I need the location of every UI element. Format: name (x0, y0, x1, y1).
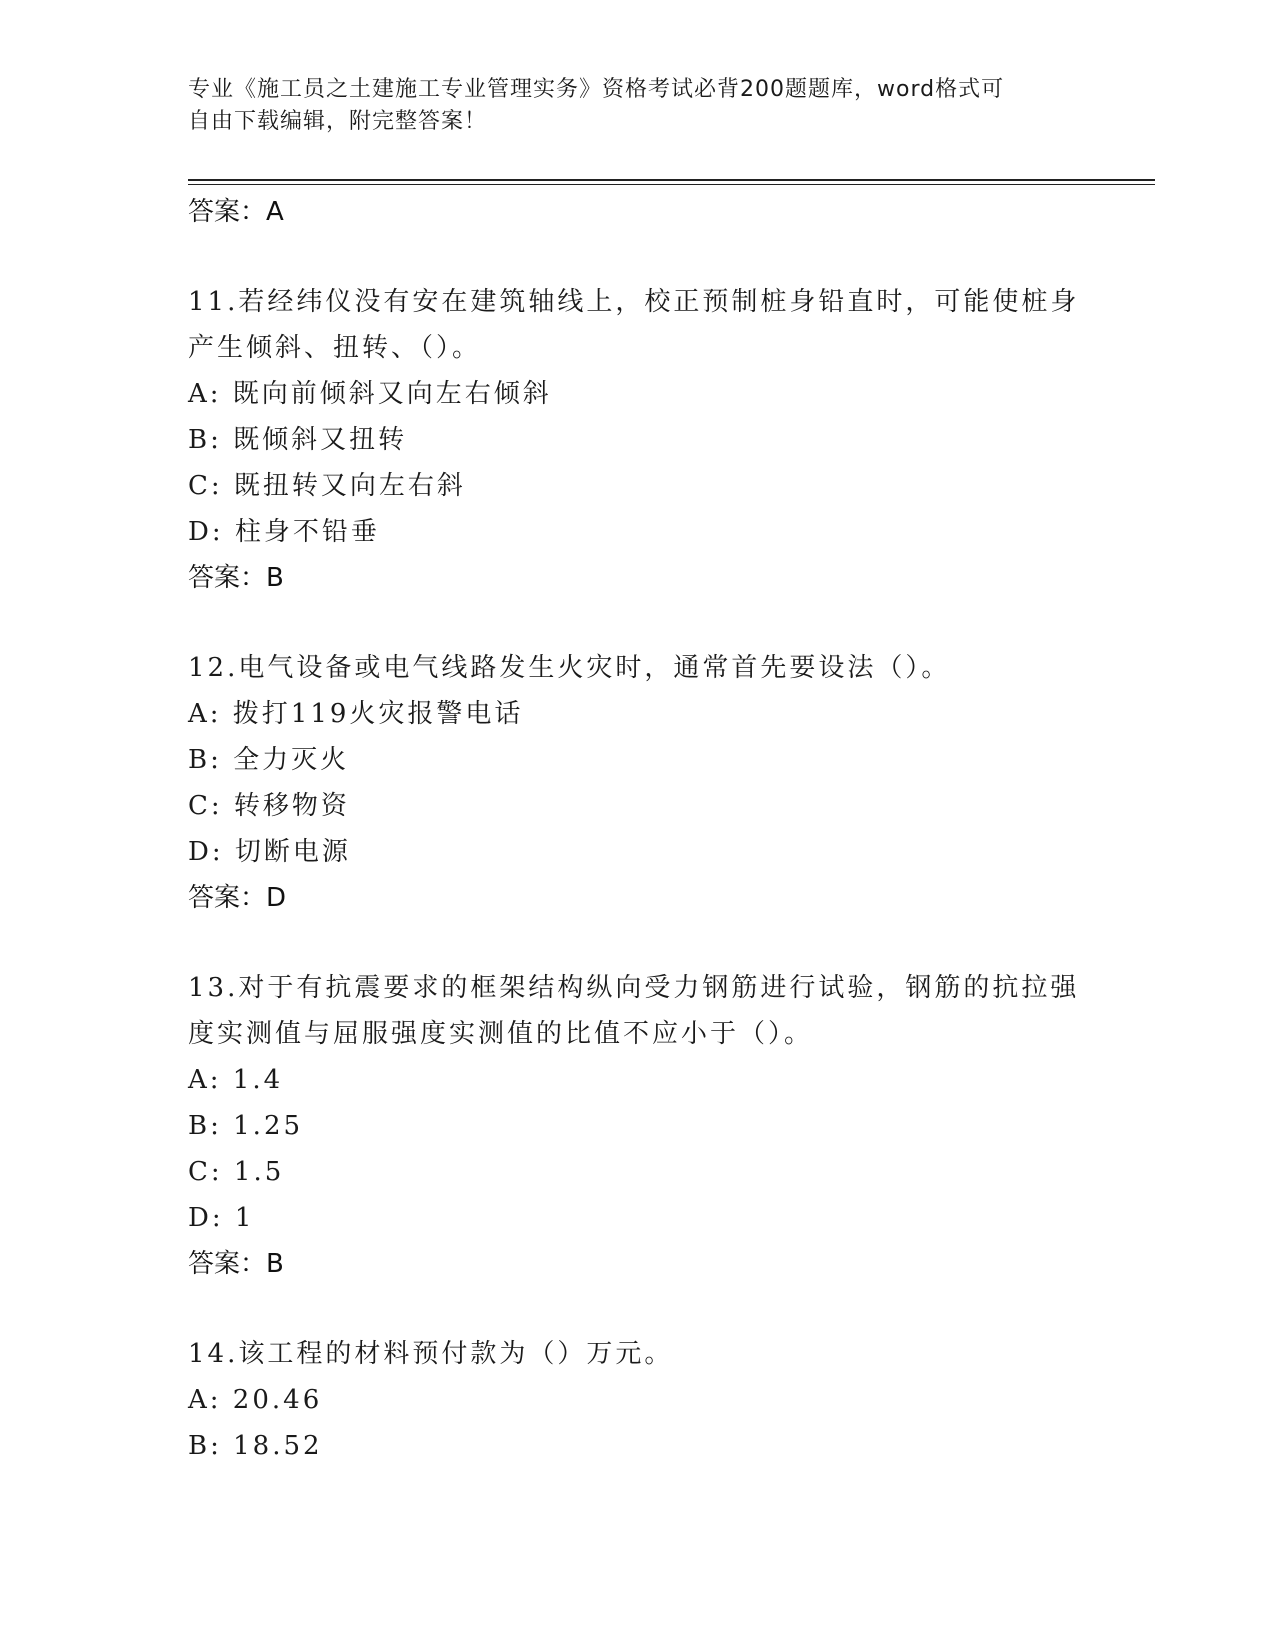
option-d: D: 柱身不铅垂 (188, 517, 380, 547)
option-a: A: 既向前倾斜又向左右倾斜 (188, 379, 552, 409)
question-stem-line: 14.该工程的材料预付款为（）万元。 (188, 1339, 674, 1369)
question-stem-line: 11.若经纬仪没有安在建筑轴线上，校正预制桩身铅直时，可能使桩身 (188, 287, 1080, 317)
question-stem-line: 度实测值与屈服强度实测值的比值不应小于（）。 (188, 1019, 814, 1049)
spacer (188, 601, 1088, 645)
answer-line: 答案：B (188, 1249, 284, 1279)
question-stem-line: 13.对于有抗震要求的框架结构纵向受力钢筋进行试验，钢筋的抗拉强 (188, 973, 1080, 1003)
option-d: D: 切断电源 (188, 837, 351, 867)
spacer (188, 921, 1088, 965)
option-a: A: 1.4 (188, 1065, 284, 1095)
header-divider-thick (188, 179, 1155, 181)
header-divider-thin (188, 184, 1155, 185)
question-list (188, 189, 1088, 1469)
option-b: B: 既倾斜又扭转 (188, 425, 408, 455)
question-11 (188, 279, 1088, 601)
question-stem-line: 产生倾斜、扭转、（）。 (188, 333, 482, 363)
question-14 (188, 1331, 1088, 1469)
header-line-2: 自由下载编辑，附完整答案！ (188, 109, 488, 134)
spacer (188, 1287, 1088, 1331)
answer-line: 答案：B (188, 563, 284, 593)
option-b: B: 18.52 (188, 1431, 323, 1461)
header-line-1: 专业《施工员之土建施工专业管理实务》资格考试必背200题题库，word格式可 (188, 77, 1005, 102)
answer-line: 答案：A (188, 197, 284, 227)
option-b: B: 全力灭火 (188, 745, 350, 775)
answer-line: 答案：D (188, 883, 287, 913)
spacer (188, 235, 1088, 279)
question-12 (188, 645, 1088, 921)
question-13 (188, 965, 1088, 1287)
document-header (188, 74, 1088, 138)
option-a: A: 20.46 (188, 1385, 323, 1415)
option-d: D: 1 (188, 1203, 255, 1233)
option-c: C: 既扭转又向左右斜 (188, 471, 466, 501)
question-stem-line: 12.电气设备或电气线路发生火灾时，通常首先要设法（）。 (188, 653, 951, 683)
option-b: B: 1.25 (188, 1111, 304, 1141)
option-c: C: 1.5 (188, 1157, 285, 1187)
option-a: A: 拨打119火灾报警电话 (188, 699, 524, 729)
option-c: C: 转移物资 (188, 791, 350, 821)
